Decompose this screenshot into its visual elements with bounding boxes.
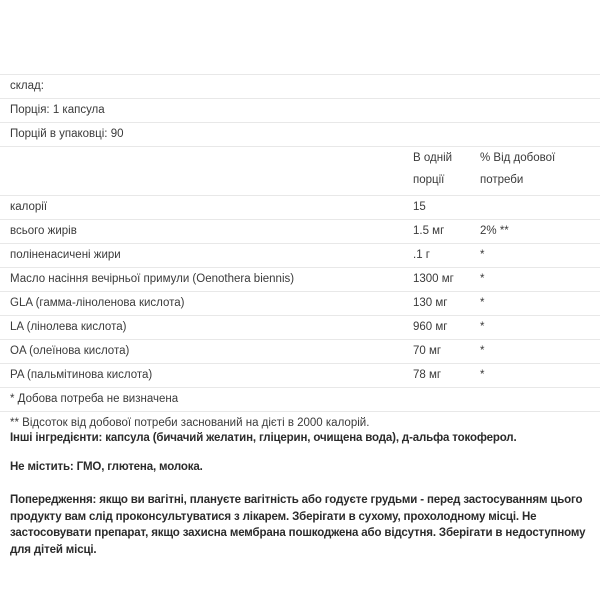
table-row <box>0 292 600 316</box>
nutrient-daily-value: * <box>480 364 600 388</box>
nutrient-name: всього жирів <box>0 220 413 244</box>
table-row <box>0 364 600 388</box>
nutrient-daily-value: * <box>480 268 600 292</box>
nutrient-daily-value: 2% ** <box>480 220 600 244</box>
footnote-amount-empty <box>413 388 480 412</box>
nutrient-daily-value: * <box>480 316 600 340</box>
column-header-daily-value-line2: потреби <box>480 174 524 186</box>
nutrient-name: калорії <box>0 196 413 220</box>
supplement-facts-panel <box>0 74 600 435</box>
table-header-row-line1 <box>0 147 600 174</box>
nutrient-amount: 1.5 мг <box>413 220 480 244</box>
servings-per-container-label: Порцій в упаковці: 90 <box>0 123 413 147</box>
composition-amount-empty <box>413 75 480 99</box>
free-from-text: Не містить: ГМО, глютена, молока. <box>10 460 203 473</box>
table-row <box>0 268 600 292</box>
table-row-composition-label <box>0 75 600 99</box>
nutrient-daily-value: * <box>480 292 600 316</box>
nutrient-daily-value: * <box>480 340 600 364</box>
nutrient-daily-value <box>480 196 600 220</box>
nutrient-name: PA (пальмітинова кислота) <box>0 364 413 388</box>
footnote-daily-value-not-established: * Добова потреба не визначена <box>0 388 413 412</box>
column-header-name-line2 <box>0 173 413 196</box>
table-header-row-line2 <box>0 173 600 196</box>
nutrient-daily-value: * <box>480 244 600 268</box>
nutrient-amount: .1 г <box>413 244 480 268</box>
table-row-serving-size <box>0 99 600 123</box>
nutrient-name: LA (лінолева кислота) <box>0 316 413 340</box>
nutrient-name: GLA (гамма-ліноленова кислота) <box>0 292 413 316</box>
footnote-2000-calorie-diet: ** Відсоток від добової потреби заснований на дієті в 2000 калорій. <box>0 412 413 436</box>
table-row-servings-per-container <box>0 123 600 147</box>
supplement-facts-table <box>0 74 600 435</box>
nutrient-amount: 15 <box>413 196 480 220</box>
nutrient-name: OA (олеїнова кислота) <box>0 340 413 364</box>
nutrient-amount: 70 мг <box>413 340 480 364</box>
nutrient-name: поліненасичені жири <box>0 244 413 268</box>
composition-label: склад: <box>0 75 413 99</box>
warning-text: Попередження: якщо ви вагітні, плануєте вагітність або годуєте грудьми - перед застосуванням цього продукту вам слід проконсультуватися з лікарем. Зберігати в сухому, прохолодному місці. Не застосовувати препарат, якщо захисна мембрана пошкоджена або відсутня. Зберігати в недоступному для дітей місці. <box>10 494 586 556</box>
composition-dv-empty <box>480 75 600 99</box>
nutrient-amount: 1300 мг <box>413 268 480 292</box>
column-header-daily-value-line1: % Від добової <box>480 147 600 174</box>
table-row <box>0 196 600 220</box>
table-row-footnote-single-asterisk <box>0 388 600 412</box>
table-row <box>0 316 600 340</box>
serving-size-dv-empty <box>480 99 600 123</box>
product-details-section <box>10 431 593 558</box>
table-row <box>0 244 600 268</box>
column-header-amount-line1: В одній <box>413 147 480 174</box>
supplement-facts-table-body <box>0 75 600 436</box>
servings-per-container-amount-empty <box>413 123 480 147</box>
column-header-amount-line2: порції <box>413 174 445 186</box>
serving-size-label: Порція: 1 капсула <box>0 99 413 123</box>
servings-per-container-dv-empty <box>480 123 600 147</box>
nutrient-name: Масло насіння вечірньої примули (Oenothera biennis) <box>0 268 413 292</box>
nutrient-amount: 78 мг <box>413 364 480 388</box>
other-ingredients-text: Інші інгредієнти: капсула (бичачий желатин, гліцерин, очищена вода), д-альфа токоферол. <box>10 432 517 444</box>
nutrient-amount: 960 мг <box>413 316 480 340</box>
column-header-name <box>0 147 413 174</box>
nutrient-amount: 130 мг <box>413 292 480 316</box>
table-row <box>0 220 600 244</box>
serving-size-amount-empty <box>413 99 480 123</box>
footnote-dv-empty <box>480 388 600 412</box>
table-row <box>0 340 600 364</box>
